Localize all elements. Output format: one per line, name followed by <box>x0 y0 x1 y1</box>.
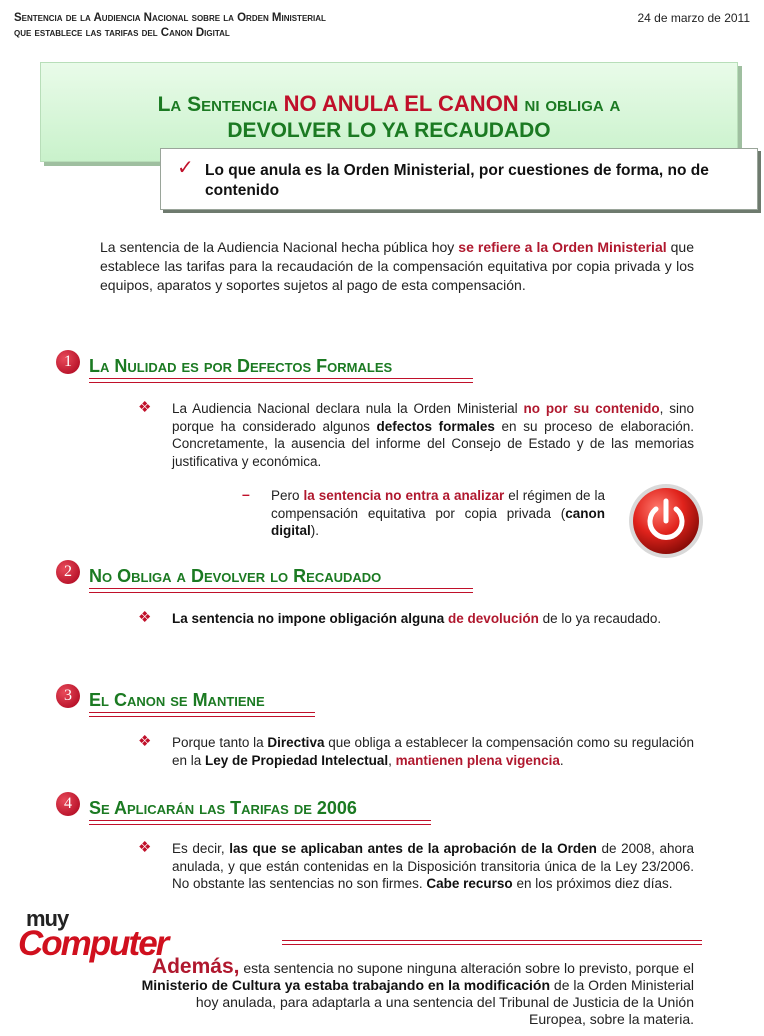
headline-part-2: ni obliga a <box>518 93 621 116</box>
s1-text-3: en su proceso de elaboración. Concretamente, la ausencia del informe del Consejo de Estado y de las memorias justificativa y económica. <box>172 418 694 469</box>
section-1-dash-icon: – <box>242 486 250 502</box>
s3-bold-2: Ley de Propiedad Intelectual <box>205 752 389 768</box>
logo-muy-text: muy <box>26 906 69 931</box>
s1-bold: defectos formales <box>376 418 495 434</box>
subheadline-text: Lo que anula es la Orden Ministerial, por cuestiones de forma, no de contenido <box>205 162 709 199</box>
subheadline-box <box>160 148 758 210</box>
s4-text-1: Es decir, <box>172 841 230 856</box>
section-4-number-badge: 4 <box>56 792 80 816</box>
s1-sub-highlight: la sentencia no entra a analizar <box>303 488 505 503</box>
section-3-paragraph <box>172 734 694 769</box>
section-1-bullet-icon: ❖ <box>138 399 152 416</box>
intro-text-2: que establece las tarifas para la recaudación de la compensación equitativa por copia privada y los equipos, aparatos y soportes sujetos al pago de esta compensación. <box>100 239 695 293</box>
s1-sub-bold: canon digital <box>271 505 605 538</box>
section-1-underline <box>89 378 473 383</box>
section-4-paragraph <box>172 840 694 893</box>
intro-highlight: se refiere a la Orden Ministerial <box>458 239 667 255</box>
header-title-line-1: Sentencia de la Audiencia Nacional sobre la Orden Ministerial <box>14 12 326 24</box>
closing-ademas: Además, <box>151 955 240 978</box>
s3-text-4: . <box>559 752 564 768</box>
s1-highlight: no por su contenido <box>523 401 660 416</box>
s3-highlight: mantienen plena vigencia <box>395 752 560 768</box>
s2-text-1: de lo ya recaudado. <box>538 611 662 626</box>
headline-banner <box>40 62 738 162</box>
section-4-title: Se Aplicarán las Tarifas de 2006 <box>89 798 357 818</box>
s3-text-2: que obliga a establecer la compensación como su regulación en la <box>172 735 694 768</box>
section-2-underline <box>89 588 473 593</box>
section-1-paragraph <box>172 400 694 470</box>
power-button-icon <box>626 481 706 561</box>
headline-line-2: DEVOLVER LO YA RECAUDADO <box>227 119 551 142</box>
section-2-number-badge: 2 <box>56 560 80 584</box>
closing-text-1: esta sentencia no supone ninguna alteración sobre lo previsto, porque el <box>239 960 694 976</box>
checkmark-icon: ✓ <box>177 157 194 179</box>
section-3-underline <box>89 712 315 717</box>
s4-bold-2: Cabe recurso <box>426 876 513 891</box>
document-header-title <box>14 11 326 41</box>
s2-highlight: de devolución <box>444 611 539 626</box>
closing-text-2: de la Orden Ministerial hoy anulada, para adaptarla a una sentencia del Tribunal de Justicia de la Unión Europea, sobre la materia. <box>195 977 694 1027</box>
s3-text-3: , <box>388 752 396 768</box>
headline-part-1: La Sentencia <box>157 93 284 116</box>
s3-bold-1: Directiva <box>267 735 325 750</box>
intro-paragraph <box>100 238 694 295</box>
header-title-line-2: que establece las tarifas del Canon Digital <box>14 27 230 39</box>
section-4-underline <box>89 820 431 825</box>
section-1-number-badge: 1 <box>56 350 80 374</box>
closing-bold: Ministerio de Cultura ya estaba trabajando en la modificación <box>141 977 551 993</box>
section-4-bullet-icon: ❖ <box>138 839 152 856</box>
s1-sub-text-3: ). <box>310 523 319 538</box>
section-1-subparagraph <box>271 487 605 540</box>
closing-divider <box>282 940 702 945</box>
s4-bold-1: las que se aplicaban antes de la aprobación de la Orden <box>229 841 597 856</box>
headline-highlight: NO ANULA EL CANON <box>283 91 519 116</box>
logo-computer-text: Computer <box>18 924 168 963</box>
section-1-title: La Nulidad es por Defectos Formales <box>89 356 393 376</box>
s2-bold: La sentencia no impone obligación alguna <box>172 611 445 626</box>
intro-text-1: La sentencia de la Audiencia Nacional hecha pública hoy <box>100 239 459 255</box>
s3-text-1: Porque tanto la <box>172 735 268 750</box>
section-2-paragraph <box>172 610 694 628</box>
section-2-title: No Obliga a Devolver lo Recaudado <box>89 566 382 586</box>
headline-text <box>41 91 737 144</box>
section-3-title: El Canon se Mantiene <box>89 690 265 710</box>
section-2-bullet-icon: ❖ <box>138 609 152 626</box>
section-3-number-badge: 3 <box>56 684 80 708</box>
s1-text-1: La Audiencia Nacional declara nula la Orden Ministerial <box>172 401 524 416</box>
s1-sub-text-2: el régimen de la compensación equitativa por copia privada ( <box>271 488 605 521</box>
s1-text-2: , sino porque ha considerado algunos <box>172 401 694 434</box>
s1-sub-text-1: Pero <box>271 488 304 503</box>
closing-paragraph <box>140 955 694 1028</box>
document-date: 24 de marzo de 2011 <box>637 11 750 25</box>
s4-text-3: en los próximos diez días. <box>512 876 673 891</box>
section-3-bullet-icon: ❖ <box>138 733 152 750</box>
s4-text-2: de 2008, ahora anulada, y que están contenidas en la Disposición transitoria única de la Ley 23/2006. No obstante las sentencias no son firmes. <box>172 841 695 891</box>
